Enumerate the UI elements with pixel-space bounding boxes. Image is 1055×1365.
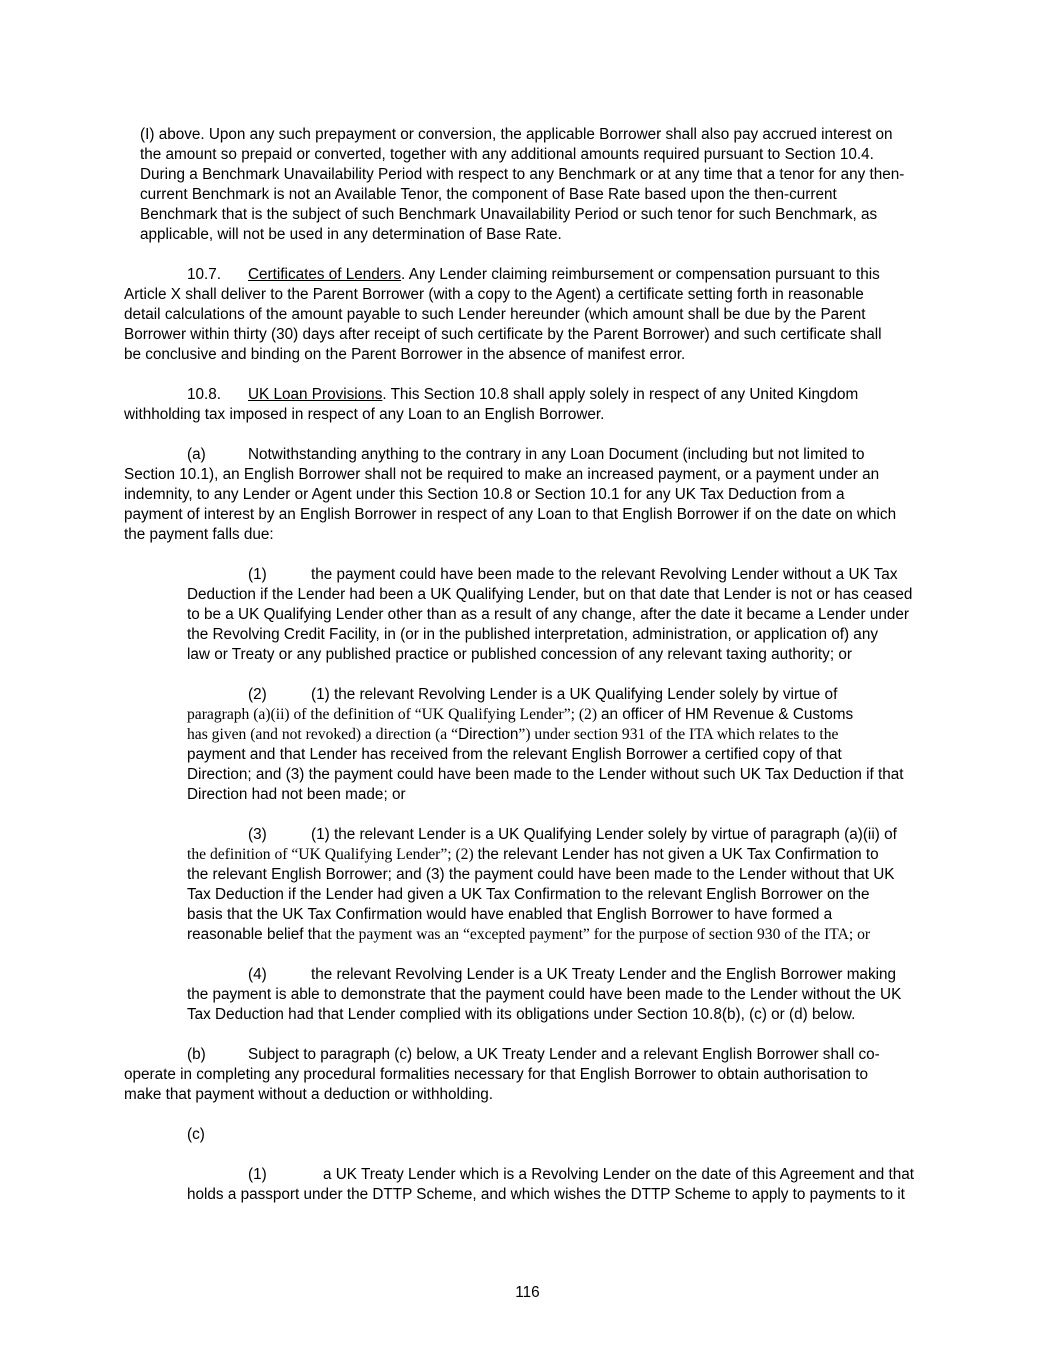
text-sans: reasonable belief th <box>187 926 321 943</box>
text-line: basis that the UK Tax Confirmation would have enabled that English Borrower to have formed a <box>187 906 833 923</box>
subparagraph-a-2 <box>187 685 904 805</box>
text-line <box>187 685 904 705</box>
text-line <box>124 265 882 285</box>
subparagraph-a-1 <box>187 565 912 665</box>
text-line <box>187 825 897 845</box>
subparagraph-text: (1) the relevant Revolving Lender is a UK Qualifying Lender solely by virtue of <box>311 686 838 703</box>
paragraph-text: Notwithstanding anything to the contrary in any Loan Document (including but not limited to <box>248 446 865 463</box>
text-line: the Revolving Credit Facility, in (or in the published interpretation, administration, or application of) any <box>187 626 878 643</box>
paragraph-text: Subject to paragraph (c) below, a UK Treaty Lender and a relevant English Borrower shall co- <box>248 1046 880 1063</box>
subparagraph-text: a UK Treaty Lender which is a Revolving Lender on the date of this Agreement and that <box>323 1166 914 1183</box>
text-serif: ”) under section 931 of the ITA which relates to the <box>518 726 839 743</box>
text-line <box>187 925 897 945</box>
text-sans: the relevant Lender has not given a UK Tax Confirmation to <box>477 846 879 863</box>
text-line: payment and that Lender has received from the relevant English Borrower a certified copy of that <box>187 746 842 763</box>
section-title: UK Loan Provisions <box>248 386 383 403</box>
text-line: Article X shall deliver to the Parent Borrower (with a copy to the Agent) a certificate setting forth in reasonable <box>124 286 864 303</box>
subparagraph-label: (3) <box>248 826 267 843</box>
text-line: current Benchmark is not an Available Tenor, the component of Base Rate based upon the then-current <box>140 186 837 203</box>
subparagraph-label: (1) <box>248 1166 267 1183</box>
text-line <box>187 565 912 585</box>
subparagraph-label: (2) <box>248 686 267 703</box>
text-line: withholding tax imposed in respect of any Loan to an English Borrower. <box>124 406 605 423</box>
subparagraph-label: (1) <box>248 566 267 583</box>
subparagraph-a-4 <box>187 965 901 1025</box>
text-line: Direction had not been made; or <box>187 786 406 803</box>
text-line: detail calculations of the amount payable to such Lender hereunder (which amount shall be due by the Parent <box>124 306 866 323</box>
section-10-7 <box>124 265 882 365</box>
text-line: Borrower within thirty (30) days after receipt of such certificate by the Parent Borrower) and such certificate shall <box>124 326 882 343</box>
subparagraph-c-1 <box>187 1165 914 1205</box>
text-line: indemnity, to any Lender or Agent under this Section 10.8 or Section 10.1 for any UK Tax Deduction from a <box>124 486 845 503</box>
text-line <box>187 1165 914 1185</box>
text-serif: at the payment was an “excepted payment” for the purpose of section 930 of the ITA; or <box>320 926 871 943</box>
text-line: to be a UK Qualifying Lender other than as a result of any change, after the date it became a Lender under <box>187 606 909 623</box>
text-line: be conclusive and binding on the Parent Borrower in the absence of manifest error. <box>124 346 686 363</box>
subparagraph-text: (1) the relevant Lender is a UK Qualifying Lender solely by virtue of paragraph (a)(ii) of <box>311 826 897 843</box>
text-line: Benchmark that is the subject of such Benchmark Unavailability Period or such tenor for such Benchmark, as <box>140 206 878 223</box>
section-title: Certificates of Lenders <box>248 266 402 283</box>
section-10-8 <box>124 385 858 425</box>
text-serif: paragraph (a)(ii) of the definition of “UK Qualifying Lender”; (2) <box>187 706 601 723</box>
text-line <box>187 725 904 745</box>
text-line: Section 10.1), an English Borrower shall not be required to make an increased payment, or a payment under an <box>124 466 880 483</box>
text-line: law or Treaty or any published practice or published concession of any relevant taxing authority; or <box>187 646 852 663</box>
paragraph-label: (c) <box>187 1126 205 1143</box>
paragraph-a <box>124 445 896 545</box>
text-line: the amount so prepaid or converted, together with any additional amounts required pursuant to Section 10.4. <box>140 146 874 163</box>
section-text: . This Section 10.8 shall apply solely in respect of any United Kingdom <box>382 386 859 403</box>
text-line <box>124 445 896 465</box>
text-line: the payment is able to demonstrate that the payment could have been made to the Lender without the UK <box>187 986 902 1003</box>
text-serif: has given (and not revoked) a direction (a “ <box>187 726 459 743</box>
text-line <box>187 845 897 865</box>
text-line: operate in completing any procedural formalities necessary for that English Borrower to obtain authorisation to <box>124 1066 868 1083</box>
text-line: the payment falls due: <box>124 526 274 543</box>
text-line: Direction; and (3) the payment could have been made to the Lender without such UK Tax Deduction if that <box>187 766 904 783</box>
paragraph-label: (a) <box>187 446 206 463</box>
text-line <box>124 1045 880 1065</box>
paragraph-c <box>187 1125 205 1145</box>
subparagraph-label: (4) <box>248 966 267 983</box>
subparagraph-text: the relevant Revolving Lender is a UK Treaty Lender and the English Borrower making <box>311 966 897 983</box>
text-line: (I) above. Upon any such prepayment or conversion, the applicable Borrower shall also pay accrued interest on <box>140 126 893 143</box>
section-text: . Any Lender claiming reimbursement or compensation pursuant to this <box>401 266 880 283</box>
text-line <box>124 385 858 405</box>
section-number: 10.7. <box>187 266 222 283</box>
paragraph-intro <box>140 125 904 245</box>
text-line: Deduction if the Lender had been a UK Qualifying Lender, but on that date that Lender is not or has ceased <box>187 586 913 603</box>
paragraph-b <box>124 1045 880 1105</box>
text-line <box>187 705 904 725</box>
text-line <box>187 965 901 985</box>
text-line: During a Benchmark Unavailability Period with respect to any Benchmark or at any time that a tenor for any then- <box>140 166 905 183</box>
page-number: 116 <box>515 1284 540 1301</box>
text-sans: an officer of HM Revenue & Customs <box>600 706 854 723</box>
text-line: Tax Deduction had that Lender complied with its obligations under Section 10.8(b), (c) or (d) below. <box>187 1006 856 1023</box>
subparagraph-a-3 <box>187 825 897 945</box>
text-line: make that payment without a deduction or withholding. <box>124 1086 494 1103</box>
subparagraph-text: the payment could have been made to the relevant Revolving Lender without a UK Tax <box>311 566 898 583</box>
text-serif: the definition of “UK Qualifying Lender”; (2) <box>187 846 478 863</box>
text-line: the relevant English Borrower; and (3) the payment could have been made to the Lender without that UK <box>187 866 895 883</box>
text-line: payment of interest by an English Borrower in respect of any Loan to that English Borrower if on the date on which <box>124 506 897 523</box>
text-line: Tax Deduction if the Lender had given a UK Tax Confirmation to the relevant English Borrower on the <box>187 886 870 903</box>
text-line: applicable, will not be used in any determination of Base Rate. <box>140 226 562 243</box>
section-number: 10.8. <box>187 386 222 403</box>
defined-term: Direction <box>458 726 519 743</box>
paragraph-label: (b) <box>187 1046 206 1063</box>
text-line: holds a passport under the DTTP Scheme, and which wishes the DTTP Scheme to apply to payments to it <box>187 1186 905 1203</box>
